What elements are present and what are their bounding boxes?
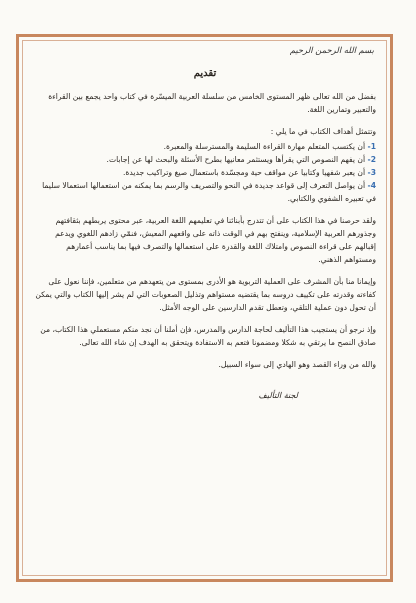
goal-item — [34, 140, 376, 153]
page-title: تقديم — [193, 68, 217, 79]
basmala: بسم الله الرحمن الرحيم — [289, 45, 374, 55]
goal-text: أن يكتسب المتعلم مهارة القراءة السليمة والمسترسلة والمعبرة. — [163, 142, 366, 151]
goals-lead: وتتمثل أهداف الكتاب في ما يلي : — [270, 127, 376, 136]
document-body — [34, 44, 376, 564]
goal-item — [34, 179, 376, 205]
goal-number: 2- — [367, 155, 376, 164]
goal-item — [34, 153, 376, 166]
paragraph-content: ولقد حرصنا في هذا الكتاب على أن تتدرج بأبنائنا في تعليمهم اللغة العربية، عبر محتوى يربطهم بثقافتهم وجذورهم العربية الإسلامية، وينفتح بهم في الوقت ذاته على واقعهم المعيش، فنمّي زادهم اللغوي ويدعم إقبالهم على قراءة النصوص وامتلاك اللغة والقدرة على استعمالها والتصرف فيها بما يناسب أعمارهم ومستواهم الذهني. — [55, 216, 376, 264]
intro-paragraph: بفضل من الله تعالى ظهر المستوى الخامس من سلسلة العربية الميسّرة في كتاب واحد يجمع بين القراءة والتعبير وتمارين اللغة. — [48, 92, 376, 114]
goal-text: أن يفهم النصوص التي يقرأها ويستثمر معانيها بطرح الأسئلة والبحث لها عن إجابات. — [106, 155, 366, 164]
goal-number: 3- — [367, 168, 376, 177]
goal-text: أن يواصل التعرف إلى قواعد جديدة في النحو والتصريف والرسم بما يمكنه من استعمالها استعمالا سليما في تعبيره الشفوي والكتابي. — [42, 181, 376, 203]
goal-text: أن يعبر شفهيا وكتابيا عن مواقف حية ومجسّدة باستعمال صيغ وتراكيب جديدة. — [123, 168, 366, 177]
goal-number: 1- — [367, 142, 376, 151]
signature: لجنة التأليف — [258, 391, 298, 400]
goal-item — [34, 166, 376, 179]
goals-list — [34, 140, 376, 205]
paragraph-hope: وإذ نرجو أن يستجيب هذا التأليف لحاجة الدارس والمدرس، فإن أملنا أن نجد منكم مستعملي هذا الكتاب، من صادق النصح ما يرتقي به شكلا ومضمونا فتعم به الاستفادة ويتحقق به الهدف إن شاء الله تعالى. — [40, 325, 376, 347]
goal-number: 4- — [367, 181, 376, 190]
closing-line: والله من وراء القصد وهو الهادي إلى سواء السبيل. — [218, 360, 376, 369]
paragraph-teacher: وإيمانا منا بأن المشرف على العملية التربوية هو الأدرى بمستوى من يتعهدهم من متعلمين، فإننا نعول على كفاءته وقدرته على تكييف دروسه بما يقتضيه مستواهم وتذليل الصعوبات التي لم يشر إليها الكتاب والتي يمكن أن تحول دون عملية التلقي، وتعطل تقدم الدارسين على الوجه الأمثل. — [35, 277, 376, 312]
